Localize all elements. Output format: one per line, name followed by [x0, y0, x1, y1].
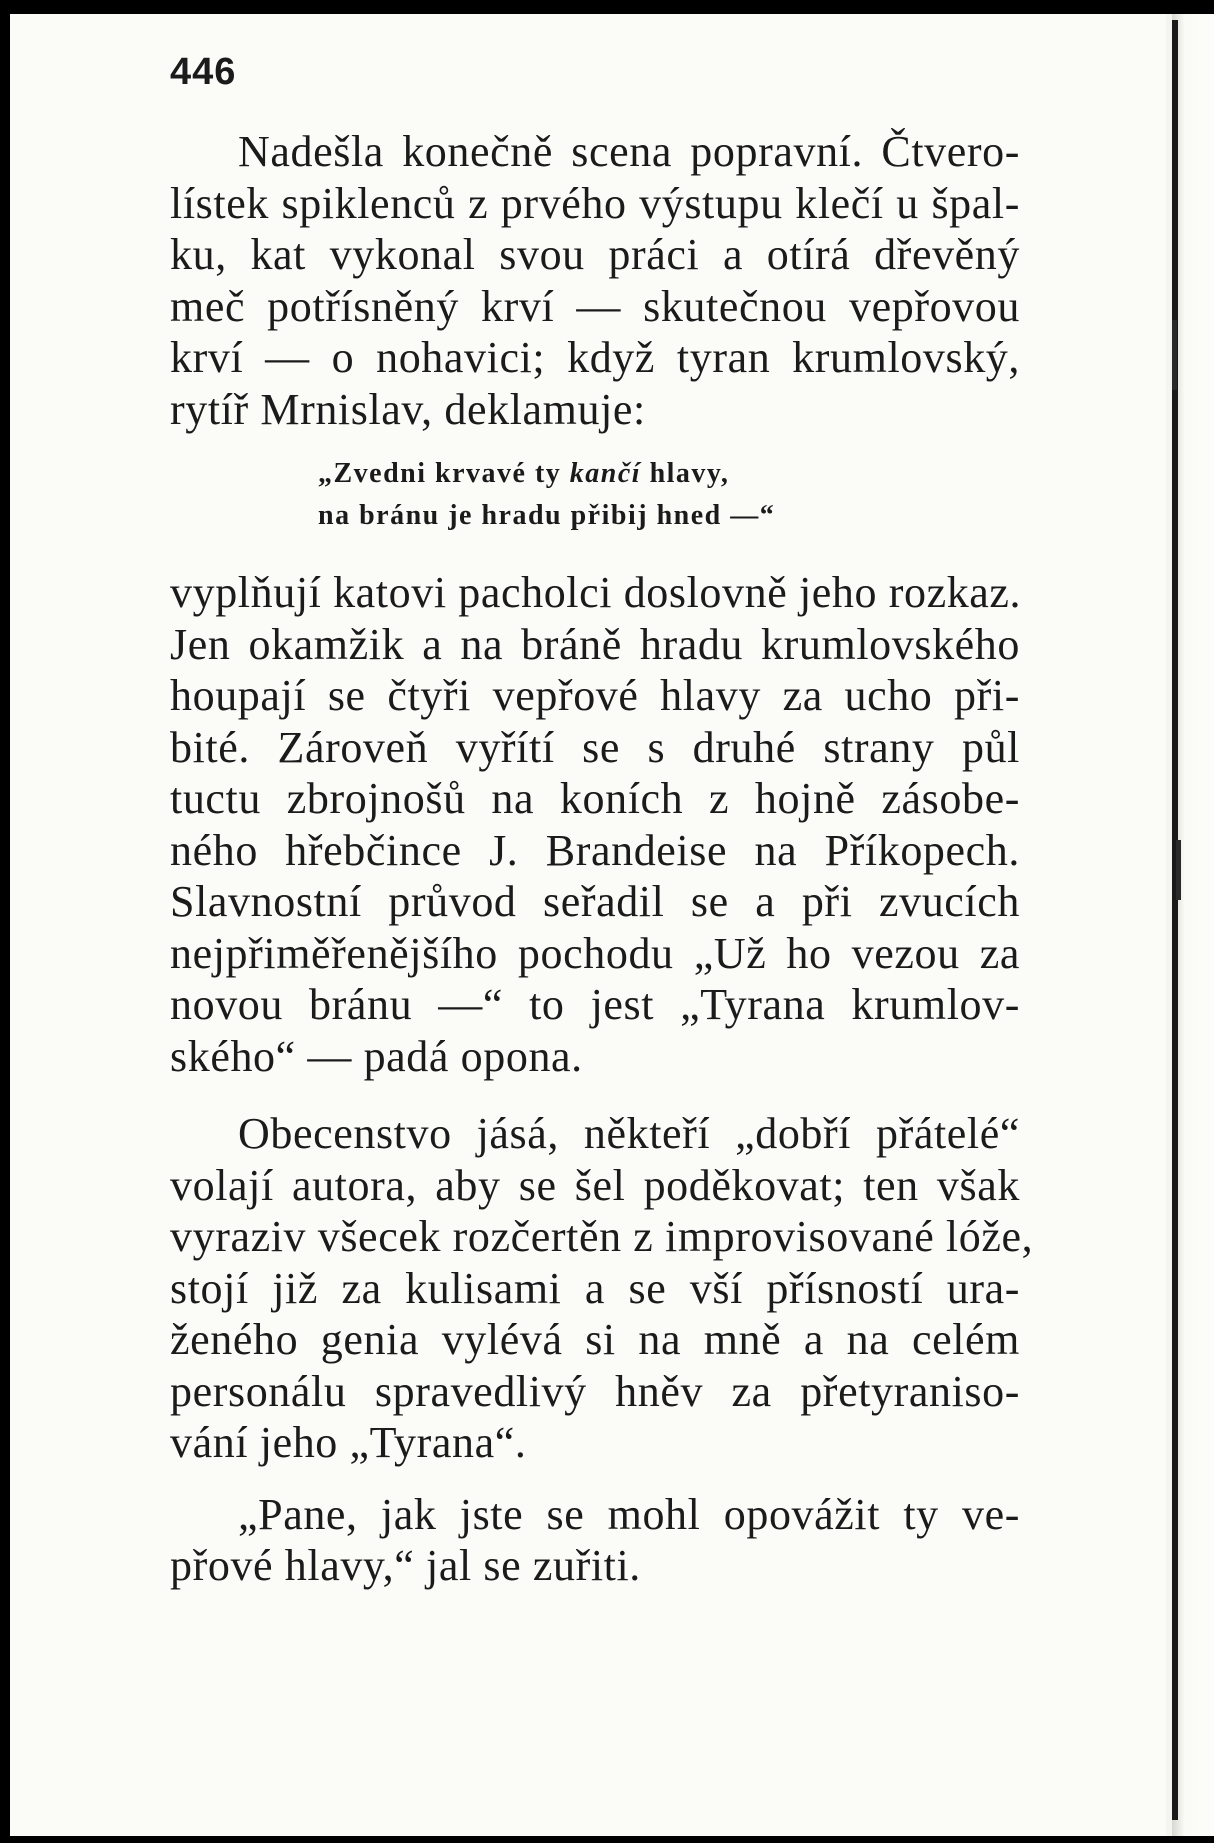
text-line: personálu spravedlivý hněv za přetyraniso- — [170, 1366, 1020, 1416]
text-line: rytíř Mrnislav, deklamuje: — [170, 384, 646, 434]
text-line: nejpřiměřenějšího pochodu „Už ho vezou za — [170, 928, 1020, 978]
paragraph-2 — [170, 567, 1020, 1082]
text-line: Nadešla konečně scena popravní. Čtvero- — [238, 127, 1020, 176]
paragraph-3 — [170, 1108, 1034, 1469]
text-line: přové hlavy,“ jal se zuřiti. — [170, 1541, 641, 1590]
text-line: meč potřísněný krví — skutečnou vepřovou — [170, 281, 1020, 331]
text-line: stojí již za kulisami a se vší přísností ura- — [170, 1263, 1020, 1313]
text-line: vání jeho „Tyrana“. — [170, 1418, 527, 1467]
verse-line: na bránu je hradu přibij hned —“ — [318, 500, 776, 531]
binding-edge — [1172, 20, 1178, 1820]
text-line: vyraziv všecek rozčertěn z improvisované lóže, — [170, 1212, 1034, 1261]
text-line: krví — o nohavici; když tyran krumlovský, — [170, 333, 1020, 382]
verse-text: hlavy, — [641, 458, 730, 489]
text-line: novou bránu —“ to jest „Tyrana krumlov- — [170, 980, 1020, 1029]
text-line: volají autora, aby se šel poděkovat; ten však — [170, 1160, 1020, 1210]
text-line: Jen okamžik a na bráně hradu krumlovského — [170, 619, 1020, 669]
text-line: ženého genia vylévá si na mně a na celém — [170, 1315, 1020, 1364]
text-line: tuctu zbrojnošů na koních z hojně zásobe- — [170, 774, 1020, 823]
paragraph-gap — [170, 1082, 1020, 1108]
paragraph-1 — [170, 126, 1020, 435]
edge-mark — [1172, 320, 1177, 390]
verse-quote — [318, 453, 1020, 537]
text-line: Slavnostní průvod seřadil se a při zvucích — [170, 877, 1020, 926]
page-text — [170, 44, 1034, 1592]
text-line: bité. Zároveň vyřítí se s druhé strany půl — [170, 722, 1020, 772]
paragraph-4 — [170, 1489, 1020, 1592]
text-line: vyplňují katovi pacholci doslovně jeho rozkaz. — [170, 568, 1022, 617]
text-line: ského“ — padá opona. — [170, 1031, 583, 1081]
verse-text: „Zvedni krvavé ty — [318, 458, 570, 489]
verse-italic: kančí — [569, 458, 642, 489]
text-line: houpají se čtyři vepřové hlavy za ucho při- — [170, 671, 1020, 720]
text-line: ného hřebčince J. Brandeise na Příkopech. — [170, 825, 1020, 875]
page-edge — [1172, 14, 1214, 1836]
page-number: 446 — [170, 51, 237, 93]
paragraph-gap — [170, 1469, 1020, 1489]
text-line: ku, kat vykonal svou práci a otírá dřevěný — [170, 230, 1020, 279]
text-line: „Pane, jak jste se mohl opovážit ty ve- — [238, 1489, 1020, 1539]
text-line: lístek spiklenců z prvého výstupu klečí u špal- — [170, 178, 1020, 228]
text-line: Obecenstvo jásá, někteří „dobří přátelé“ — [238, 1109, 1020, 1158]
verse-line — [318, 453, 1020, 495]
edge-mark — [1176, 840, 1181, 900]
